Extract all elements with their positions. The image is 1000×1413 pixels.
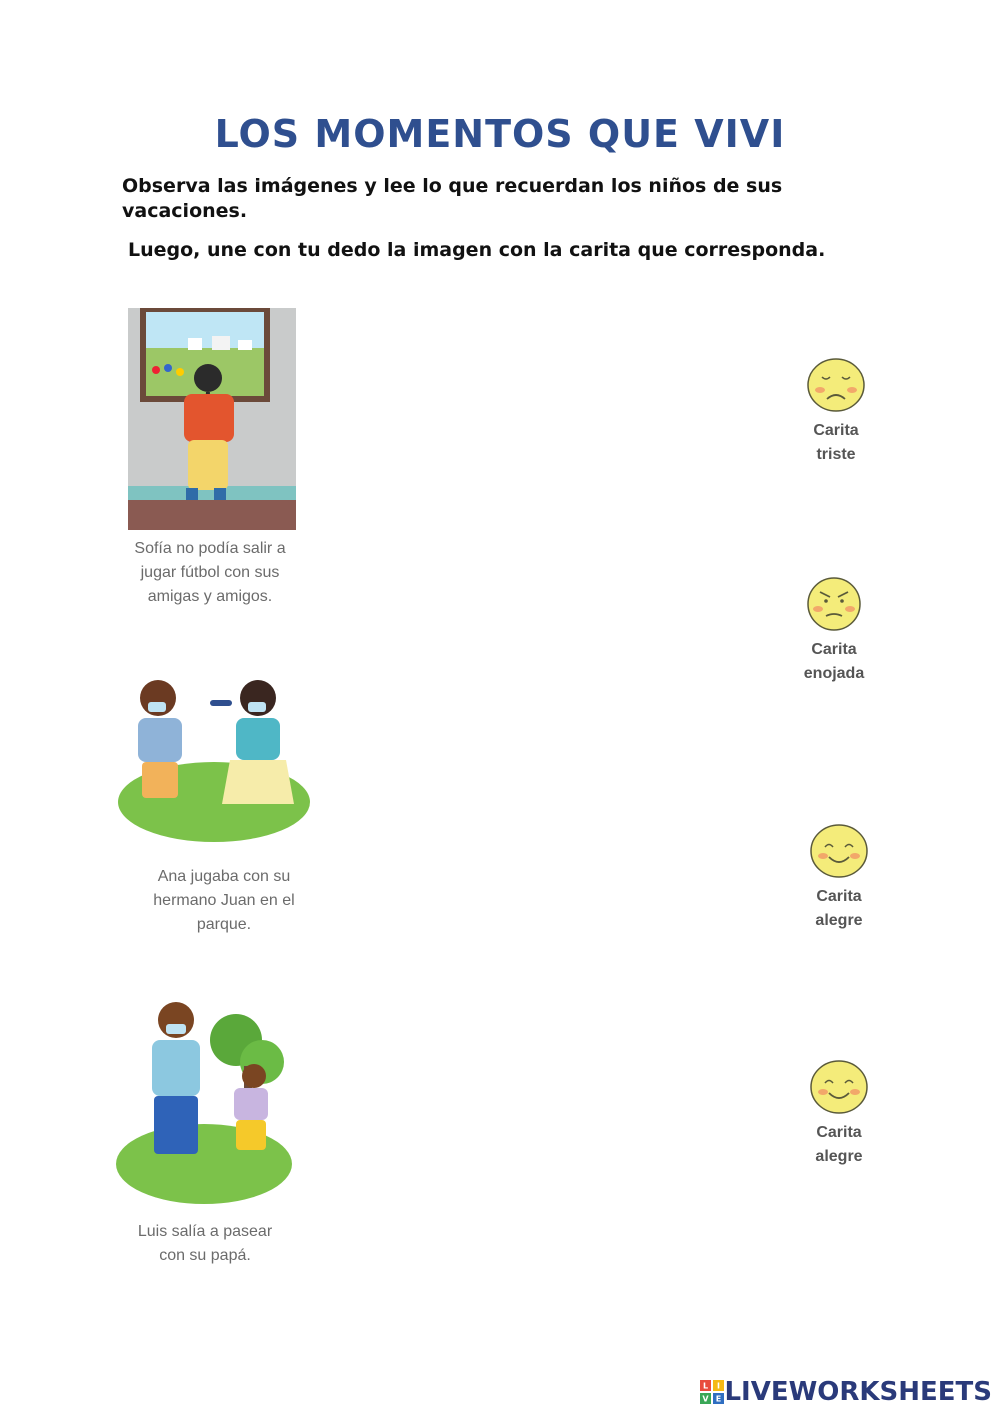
liveworksheets-brand[interactable] (700, 1376, 992, 1408)
liveworksheets-logo-icon (700, 1380, 724, 1404)
face-option-angry[interactable] (789, 576, 879, 686)
caption-luis: Luis salía a pasear con su papá. (137, 1223, 273, 1264)
face-option-sad[interactable] (791, 357, 881, 467)
face-label-angry: Carita enojada (803, 641, 865, 682)
svg-text:I: I (717, 1381, 721, 1391)
face-option-happy-2[interactable] (794, 1059, 884, 1169)
instruction-observe: Observa las imágenes y lee lo que recuerdan los niños de sus vacaciones. (122, 175, 783, 222)
caption-ana: Ana jugaba con su hermano Juan en el parque. (153, 868, 295, 933)
svg-text:V: V (702, 1394, 710, 1404)
happy-face-icon (809, 1059, 869, 1115)
angry-face-icon (806, 576, 862, 632)
brand-name: LIVEWORKSHEETS (724, 1377, 992, 1407)
sad-face-icon (806, 357, 866, 413)
instruction-match: Luego, une con tu dedo la imagen con la carita que corresponda. (128, 239, 826, 261)
illustration-girl-at-window[interactable] (128, 308, 296, 530)
svg-text:E: E (716, 1394, 722, 1404)
page-title: LOS MOMENTOS QUE VIVI (214, 112, 786, 156)
caption-sofia: Sofía no podía salir a jugar fútbol con sus amigas y amigos. (134, 540, 286, 605)
face-label-sad: Carita triste (813, 422, 859, 463)
face-option-happy-1[interactable] (794, 823, 884, 933)
illustration-luis-walking-with-dad[interactable] (116, 996, 292, 1206)
happy-face-icon (809, 823, 869, 879)
face-label-happy-2: Carita alegre (815, 1124, 863, 1165)
face-label-happy-1: Carita alegre (815, 888, 863, 929)
illustration-children-playing-park[interactable] (118, 672, 310, 842)
svg-text:L: L (703, 1381, 709, 1391)
